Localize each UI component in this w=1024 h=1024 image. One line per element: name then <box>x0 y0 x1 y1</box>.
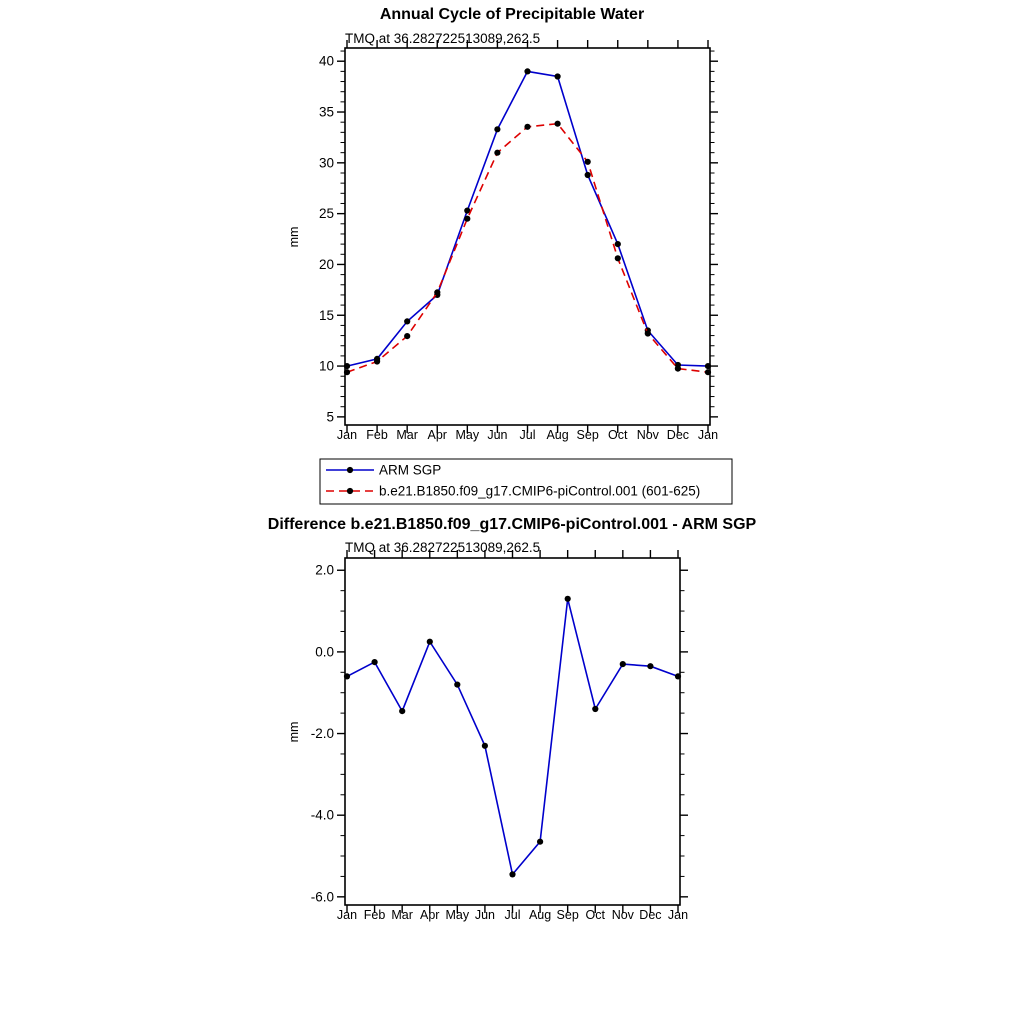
legend-marker <box>347 488 353 494</box>
x-tick-label: Feb <box>366 428 388 442</box>
legend-entry-label: b.e21.B1850.f09_g17.CMIP6-piControl.001 (601-625) <box>379 483 701 499</box>
y-tick-label: 40 <box>318 53 334 69</box>
y-tick-label: 20 <box>318 256 334 272</box>
data-point-marker <box>372 659 378 665</box>
y-tick-label: 25 <box>318 206 334 222</box>
data-point-marker <box>404 318 410 324</box>
x-tick-label: May <box>455 428 480 442</box>
x-tick-label: Sep <box>556 908 579 922</box>
data-point-marker <box>344 673 350 679</box>
x-tick-label: Aug <box>546 428 569 442</box>
data-point-marker <box>454 682 460 688</box>
data-point-marker <box>645 330 651 336</box>
legend <box>320 459 732 504</box>
data-point-marker <box>434 289 440 295</box>
top-chart-plot-area <box>319 40 718 442</box>
y-tick-label: 30 <box>318 155 334 171</box>
x-tick-label: Jan <box>697 428 719 442</box>
data-point-marker <box>464 216 470 222</box>
x-tick-label: Dec <box>639 908 662 922</box>
x-tick-label: Oct <box>608 428 628 442</box>
x-tick-label: Jan <box>336 428 358 442</box>
data-series <box>344 596 681 878</box>
data-point-marker <box>494 126 500 132</box>
bottom-chart-plot-area <box>311 550 688 922</box>
data-point-marker <box>344 363 350 369</box>
data-point-marker <box>647 663 653 669</box>
x-tick-label: Nov <box>611 908 634 922</box>
axes-frame <box>345 48 710 425</box>
y-tick-label: -2.0 <box>310 726 334 742</box>
x-tick-label: Nov <box>636 428 659 442</box>
y-tick-label: 35 <box>318 104 334 120</box>
data-point-marker <box>615 255 621 261</box>
data-point-marker <box>705 363 711 369</box>
x-tick-label: Apr <box>420 908 440 922</box>
data-point-marker <box>427 639 433 645</box>
data-point-marker <box>615 241 621 247</box>
x-tick-label: Jun <box>474 908 495 922</box>
data-point-marker <box>555 121 561 127</box>
data-series <box>344 68 711 375</box>
x-tick-label: Aug <box>528 908 552 922</box>
tick-marks <box>337 40 718 433</box>
x-tick-label: Feb <box>363 908 386 922</box>
x-tick-label: May <box>445 908 470 922</box>
data-point-marker <box>585 159 591 165</box>
bottom-chart-subtitle: TMQ at 36.282722513089,262.5 <box>345 540 541 555</box>
top-chart-title: Annual Cycle of Precipitable Water <box>379 6 645 23</box>
x-tick-label: Apr <box>427 428 447 442</box>
x-tick-label: Jul <box>519 428 536 442</box>
data-point-marker <box>344 369 350 375</box>
data-point-marker <box>509 871 515 877</box>
plot-frame <box>345 558 680 905</box>
data-point-marker <box>565 596 571 602</box>
data-point-marker <box>585 172 591 178</box>
bottom-chart-y-axis-label: mm <box>287 721 301 743</box>
y-tick-label: -6.0 <box>310 889 334 905</box>
data-point-marker <box>675 366 681 372</box>
y-tick-label: 0.0 <box>315 644 334 660</box>
data-point-marker <box>524 124 530 130</box>
x-tick-label: Oct <box>585 908 605 922</box>
data-point-marker <box>592 706 598 712</box>
x-tick-label: Mar <box>391 908 413 922</box>
tick-labels <box>311 563 688 922</box>
x-tick-label: Jan <box>336 908 358 922</box>
data-point-marker <box>675 673 681 679</box>
data-point-marker <box>494 150 500 156</box>
tick-marks <box>337 550 688 913</box>
y-tick-label: 2.0 <box>315 562 334 578</box>
tick-labels <box>319 54 718 442</box>
series-line <box>347 71 708 366</box>
x-tick-label: Sep <box>576 428 599 442</box>
top-chart-y-axis-label: mm <box>287 226 301 248</box>
data-point-marker <box>404 333 410 339</box>
legend-marker <box>347 467 353 473</box>
x-tick-label: Mar <box>396 428 418 442</box>
top-chart-subtitle: TMQ at 36.282722513089,262.5 <box>345 31 541 46</box>
data-point-marker <box>524 68 530 74</box>
y-tick-label: -4.0 <box>310 807 334 823</box>
data-point-marker <box>374 358 380 364</box>
plot-frame <box>345 48 710 425</box>
axes-frame <box>345 558 680 905</box>
legend-entry-label: ARM SGP <box>379 462 442 478</box>
y-tick-label: 10 <box>318 358 334 374</box>
x-tick-label: Dec <box>666 428 690 442</box>
data-point-marker <box>705 369 711 375</box>
data-point-marker <box>555 73 561 79</box>
series-line <box>347 599 678 875</box>
x-tick-label: Jul <box>504 908 521 922</box>
x-tick-label: Jan <box>667 908 689 922</box>
data-point-marker <box>399 708 405 714</box>
y-tick-label: 5 <box>326 409 334 425</box>
data-point-marker <box>537 839 543 845</box>
bottom-chart-title: Difference b.e21.B1850.f09_g17.CMIP6-piControl.001 - ARM SGP <box>267 516 757 533</box>
series-line <box>347 124 708 373</box>
data-point-marker <box>620 661 626 667</box>
y-tick-label: 15 <box>318 307 334 323</box>
data-point-marker <box>482 743 488 749</box>
x-tick-label: Jun <box>487 428 508 442</box>
